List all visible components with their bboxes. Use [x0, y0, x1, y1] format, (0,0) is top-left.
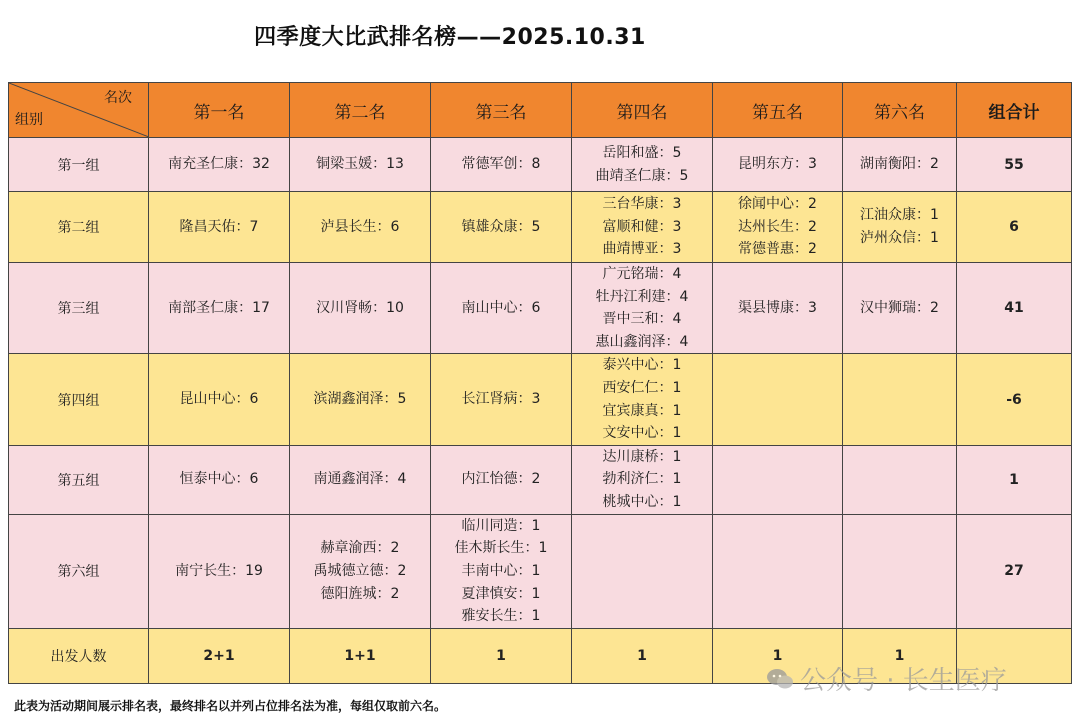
team-entry: 恒泰中心：6 [179, 471, 259, 488]
team-entry: 临川同造：1 [461, 517, 541, 534]
departure-count-value: 1 [843, 628, 957, 683]
group-row [9, 514, 1072, 628]
rank-5-cell [713, 138, 843, 192]
departure-count-value: 1 [431, 628, 572, 683]
team-entry: 南充圣仁康：32 [168, 156, 270, 173]
rank-1-cell [149, 192, 290, 263]
watermark [766, 660, 1007, 697]
group-row [9, 354, 1072, 445]
corner-header [9, 83, 149, 138]
departure-count-label: 出发人数 [9, 628, 149, 683]
team-entry: 汉川肾畅：10 [316, 299, 404, 316]
rank-1-cell [149, 263, 290, 354]
wechat-icon [766, 667, 794, 691]
rank-5-cell [713, 514, 843, 628]
rank-3-cell [431, 354, 572, 445]
rank-2-cell [290, 263, 431, 354]
header-rank-3: 第三名 [431, 83, 572, 138]
header-row [9, 83, 1072, 138]
team-entry: 昆山中心：6 [179, 391, 259, 408]
rank-4-cell [572, 138, 713, 192]
group-label: 第二组 [9, 192, 149, 263]
team-entry: 晋中三和：4 [602, 311, 682, 328]
group-label: 第三组 [9, 263, 149, 354]
team-entry: 泸县长生：6 [320, 218, 400, 235]
team-entry: 昆明东方：3 [738, 156, 817, 173]
team-entry: 南山中心：6 [461, 299, 541, 316]
team-entry: 滨湖鑫润泽：5 [313, 391, 407, 408]
rank-3-cell [431, 445, 572, 514]
team-entry: 湖南衡阳：2 [860, 156, 939, 173]
rank-1-cell [149, 354, 290, 445]
team-entry: 南通鑫润泽：4 [313, 471, 407, 488]
group-label: 第六组 [9, 514, 149, 628]
rank-3-cell [431, 138, 572, 192]
team-entry: 丰南中心：1 [461, 562, 541, 579]
team-entry: 富顺和健：3 [602, 218, 682, 235]
team-entry: 桃城中心：1 [602, 494, 682, 511]
group-total: 1 [957, 445, 1072, 514]
header-rank-6: 第六名 [843, 83, 957, 138]
group-total: 27 [957, 514, 1072, 628]
rank-2-cell [290, 192, 431, 263]
team-entry: 勃利济仁：1 [602, 471, 682, 488]
group-row [9, 263, 1072, 354]
team-entry: 惠山鑫润泽：4 [595, 333, 689, 350]
team-entry: 牡丹江利建：4 [595, 288, 689, 305]
departure-count-value: 2+1 [149, 628, 290, 683]
departure-count-value: 1+1 [290, 628, 431, 683]
rank-2-cell [290, 354, 431, 445]
team-entry: 常德军创：8 [461, 156, 541, 173]
header-rank-2: 第二名 [290, 83, 431, 138]
rank-1-cell [149, 514, 290, 628]
team-entry: 南部圣仁康：17 [168, 299, 270, 316]
watermark-text: 公众号 · 长生医疗 [800, 666, 1007, 696]
team-entry: 汉中狮瑞：2 [860, 299, 939, 316]
group-total: 41 [957, 263, 1072, 354]
team-entry: 达州长生：2 [738, 218, 817, 235]
group-label: 第一组 [9, 138, 149, 192]
rank-5-cell [713, 263, 843, 354]
departure-count-value: 1 [713, 628, 843, 683]
corner-rank-label: 名次 [104, 90, 132, 106]
team-entry: 禹城德立德：2 [313, 562, 407, 579]
group-total: -6 [957, 354, 1072, 445]
team-entry: 西安仁仁：1 [602, 379, 682, 396]
rank-6-cell [843, 514, 957, 628]
rank-2-cell [290, 514, 431, 628]
team-entry: 南宁长生：19 [175, 562, 263, 579]
team-entry: 雅安长生：1 [461, 608, 541, 625]
team-entry: 达川康桥：1 [602, 448, 682, 465]
team-entry: 镇雄众康：5 [461, 218, 541, 235]
rank-4-cell [572, 354, 713, 445]
header-rank-1: 第一名 [149, 83, 290, 138]
rank-3-cell [431, 192, 572, 263]
group-row [9, 445, 1072, 514]
team-entry: 三台华康：3 [602, 196, 682, 213]
team-entry: 泸州众信：1 [860, 230, 939, 246]
group-row [9, 192, 1072, 263]
footnote: 此表为活动期间展示排名表，最终排名以并列占位排名法为准，每组仅取前六名。 [14, 699, 447, 713]
team-entry: 曲靖博亚：3 [602, 241, 682, 258]
rank-4-cell [572, 263, 713, 354]
rank-1-cell [149, 138, 290, 192]
rank-5-cell [713, 192, 843, 263]
corner-group-label: 组别 [15, 112, 43, 128]
rank-6-cell [843, 354, 957, 445]
rank-6-cell [843, 445, 957, 514]
group-label: 第五组 [9, 445, 149, 514]
team-entry: 德阳旌城：2 [320, 585, 400, 602]
team-entry: 渠县博康：3 [738, 299, 817, 316]
header-rank-5: 第五名 [713, 83, 843, 138]
rank-6-cell [843, 263, 957, 354]
rank-2-cell [290, 138, 431, 192]
team-entry: 铜梁玉媛：13 [316, 156, 404, 173]
team-entry: 广元铭瑞：4 [602, 266, 682, 282]
rank-4-cell [572, 514, 713, 628]
departure-count-value: 1 [572, 628, 713, 683]
header-rank-4: 第四名 [572, 83, 713, 138]
team-entry: 曲靖圣仁康：5 [595, 167, 689, 184]
team-entry: 岳阳和盛：5 [602, 144, 682, 161]
team-entry: 长江肾病：3 [461, 391, 541, 408]
rank-6-cell [843, 192, 957, 263]
team-entry: 夏津慎安：1 [461, 585, 541, 602]
rank-3-cell [431, 514, 572, 628]
team-entry: 隆昌天佑：7 [179, 218, 259, 235]
rank-3-cell [431, 263, 572, 354]
team-entry: 常德普惠：2 [738, 241, 817, 258]
team-entry: 文安中心：1 [602, 425, 682, 442]
header-total: 组合计 [957, 83, 1072, 138]
team-entry: 徐闻中心：2 [738, 196, 817, 213]
team-entry: 江油众康：1 [860, 207, 939, 224]
rank-6-cell [843, 138, 957, 192]
team-entry: 宜宾康真：1 [602, 402, 682, 419]
page-title: 四季度大比武排名榜——2025.10.31 [254, 25, 646, 50]
group-label: 第四组 [9, 354, 149, 445]
team-entry: 内江怡德：2 [461, 471, 541, 488]
rank-1-cell [149, 445, 290, 514]
rank-5-cell [713, 445, 843, 514]
rank-4-cell [572, 445, 713, 514]
team-entry: 赫章渝西：2 [320, 540, 400, 557]
rank-5-cell [713, 354, 843, 445]
rank-4-cell [572, 192, 713, 263]
ranking-table [8, 82, 1072, 684]
team-entry: 泰兴中心：1 [602, 357, 682, 374]
group-row [9, 138, 1072, 192]
group-total: 55 [957, 138, 1072, 192]
group-total: 6 [957, 192, 1072, 263]
rank-2-cell [290, 445, 431, 514]
team-entry: 佳木斯长生：1 [454, 540, 548, 557]
